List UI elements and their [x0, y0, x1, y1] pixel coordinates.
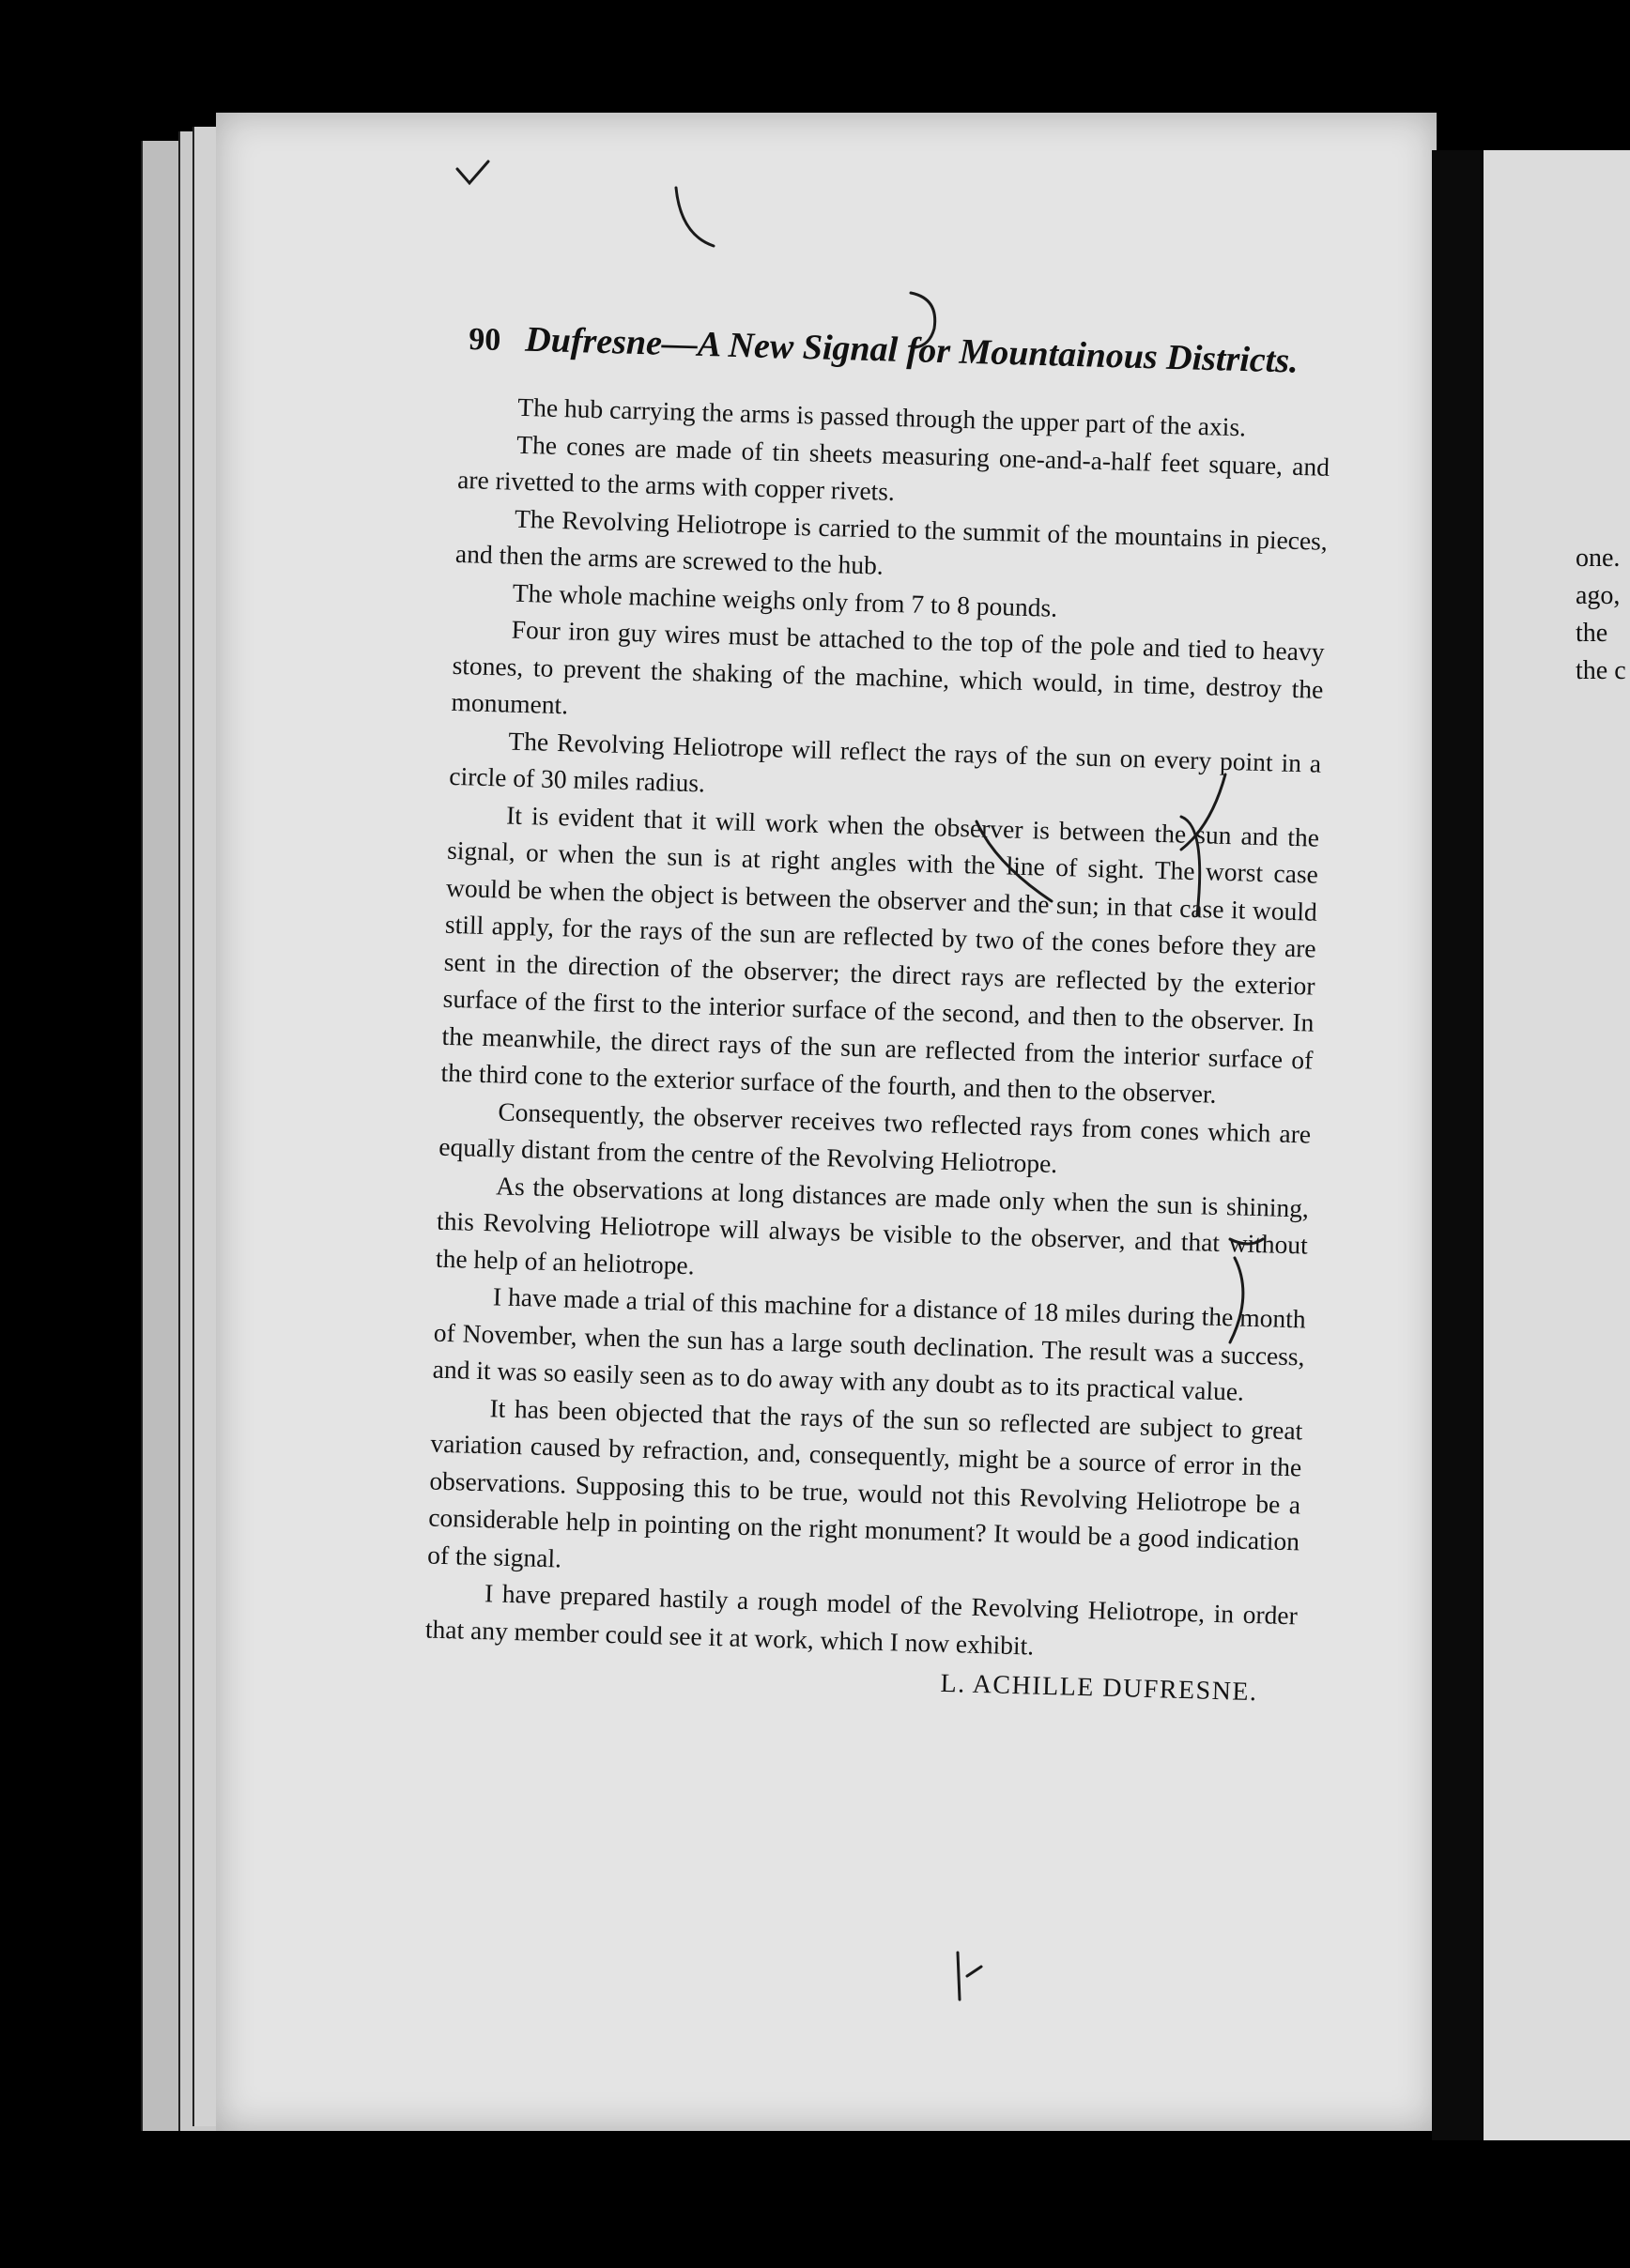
- facing-page: [1484, 150, 1630, 2140]
- paragraph: Consequently, the observer receives two reflected rays from cones which are equally distant from the centre of the Revolving Heliotrope.: [438, 1096, 1312, 1179]
- paragraph: The cones are made of tin sheets measuring one-and-a-half feet square, and are rivetted to the arms with copper rivets.: [456, 429, 1330, 506]
- author-signature: L. ACHILLE DUFRESNE.: [940, 1668, 1258, 1708]
- paragraph: The Revolving Heliotrope is carried to the summit of the mountains in pieces, and then the arms are screwed to the hub.: [454, 503, 1329, 580]
- facing-page-fragment: one.: [1576, 544, 1621, 573]
- facing-page-fragment: ago,: [1576, 581, 1621, 610]
- paragraph: I have prepared hastily a rough model of the Revolving Heliotrope, in order that any member could see it at work, which I now exhibit.: [424, 1578, 1299, 1661]
- facing-page-fragment: the c: [1576, 656, 1626, 685]
- book-gutter: [1432, 150, 1488, 2140]
- paragraph: I have made a trial of this machine for a distance of 18 miles during the month of November, when the sun has a large south declination. The result was a success, and it was so easily seen as to do away with any doubt as to its practical value.: [432, 1281, 1307, 1406]
- paragraph: The hub carrying the arms is passed through the upper part of the axis.: [516, 391, 1247, 442]
- paragraph: It has been objected that the rays of the sun so reflected are subject to great variation caused by refraction, and, consequently, might be a source of error in the observations. Supposing this to be true, would not this Revolving Heliotrope be a considerable help in pointing on the right monument? It would be a good indication of the signal.: [426, 1392, 1303, 1572]
- facing-page-text: [1576, 540, 1626, 690]
- paragraph: It is evident that it will work when the observer is between the sun and the signal, or when the sun is at right angles with the line of sight. The worst case would be when the object is between the observer and the sun; in that case it would still apply, for the rays of the sun are reflected by two of the cones before they are sent in the direction of the observer; the direct rays are reflected by the exterior surface of the first to the interior surface of the second, and then to the observer. In the meanwhile, the direct rays of the sun are reflected from the interior surface of the third cone to the exterior surface of the fourth, and then to the observer.: [440, 800, 1320, 1109]
- page-edge: [141, 141, 180, 2131]
- article-body: [423, 387, 1330, 1712]
- facing-page-fragment: the: [1576, 619, 1608, 648]
- running-title: Dufresne—A New Signal for Mountainous Districts.: [524, 319, 1299, 381]
- paragraph: As the observations at long distances are made only when the sun is shining, this Revolving Heliotrope will always be visible to the observer, and that without the help of an heliotrope.: [435, 1170, 1310, 1280]
- paragraph: The Revolving Heliotrope will reflect the rays of the sun on every point in a circle of 30 miles radius.: [448, 726, 1322, 798]
- page-number: 90: [468, 321, 501, 358]
- paragraph: The whole machine weighs only from 7 to 8 pounds.: [512, 577, 1058, 622]
- paragraph: Four iron guy wires must be attached to the top of the pole and tied to heavy stones, to prevent the shaking of the machine, which would, in time, destroy the monument.: [451, 614, 1325, 720]
